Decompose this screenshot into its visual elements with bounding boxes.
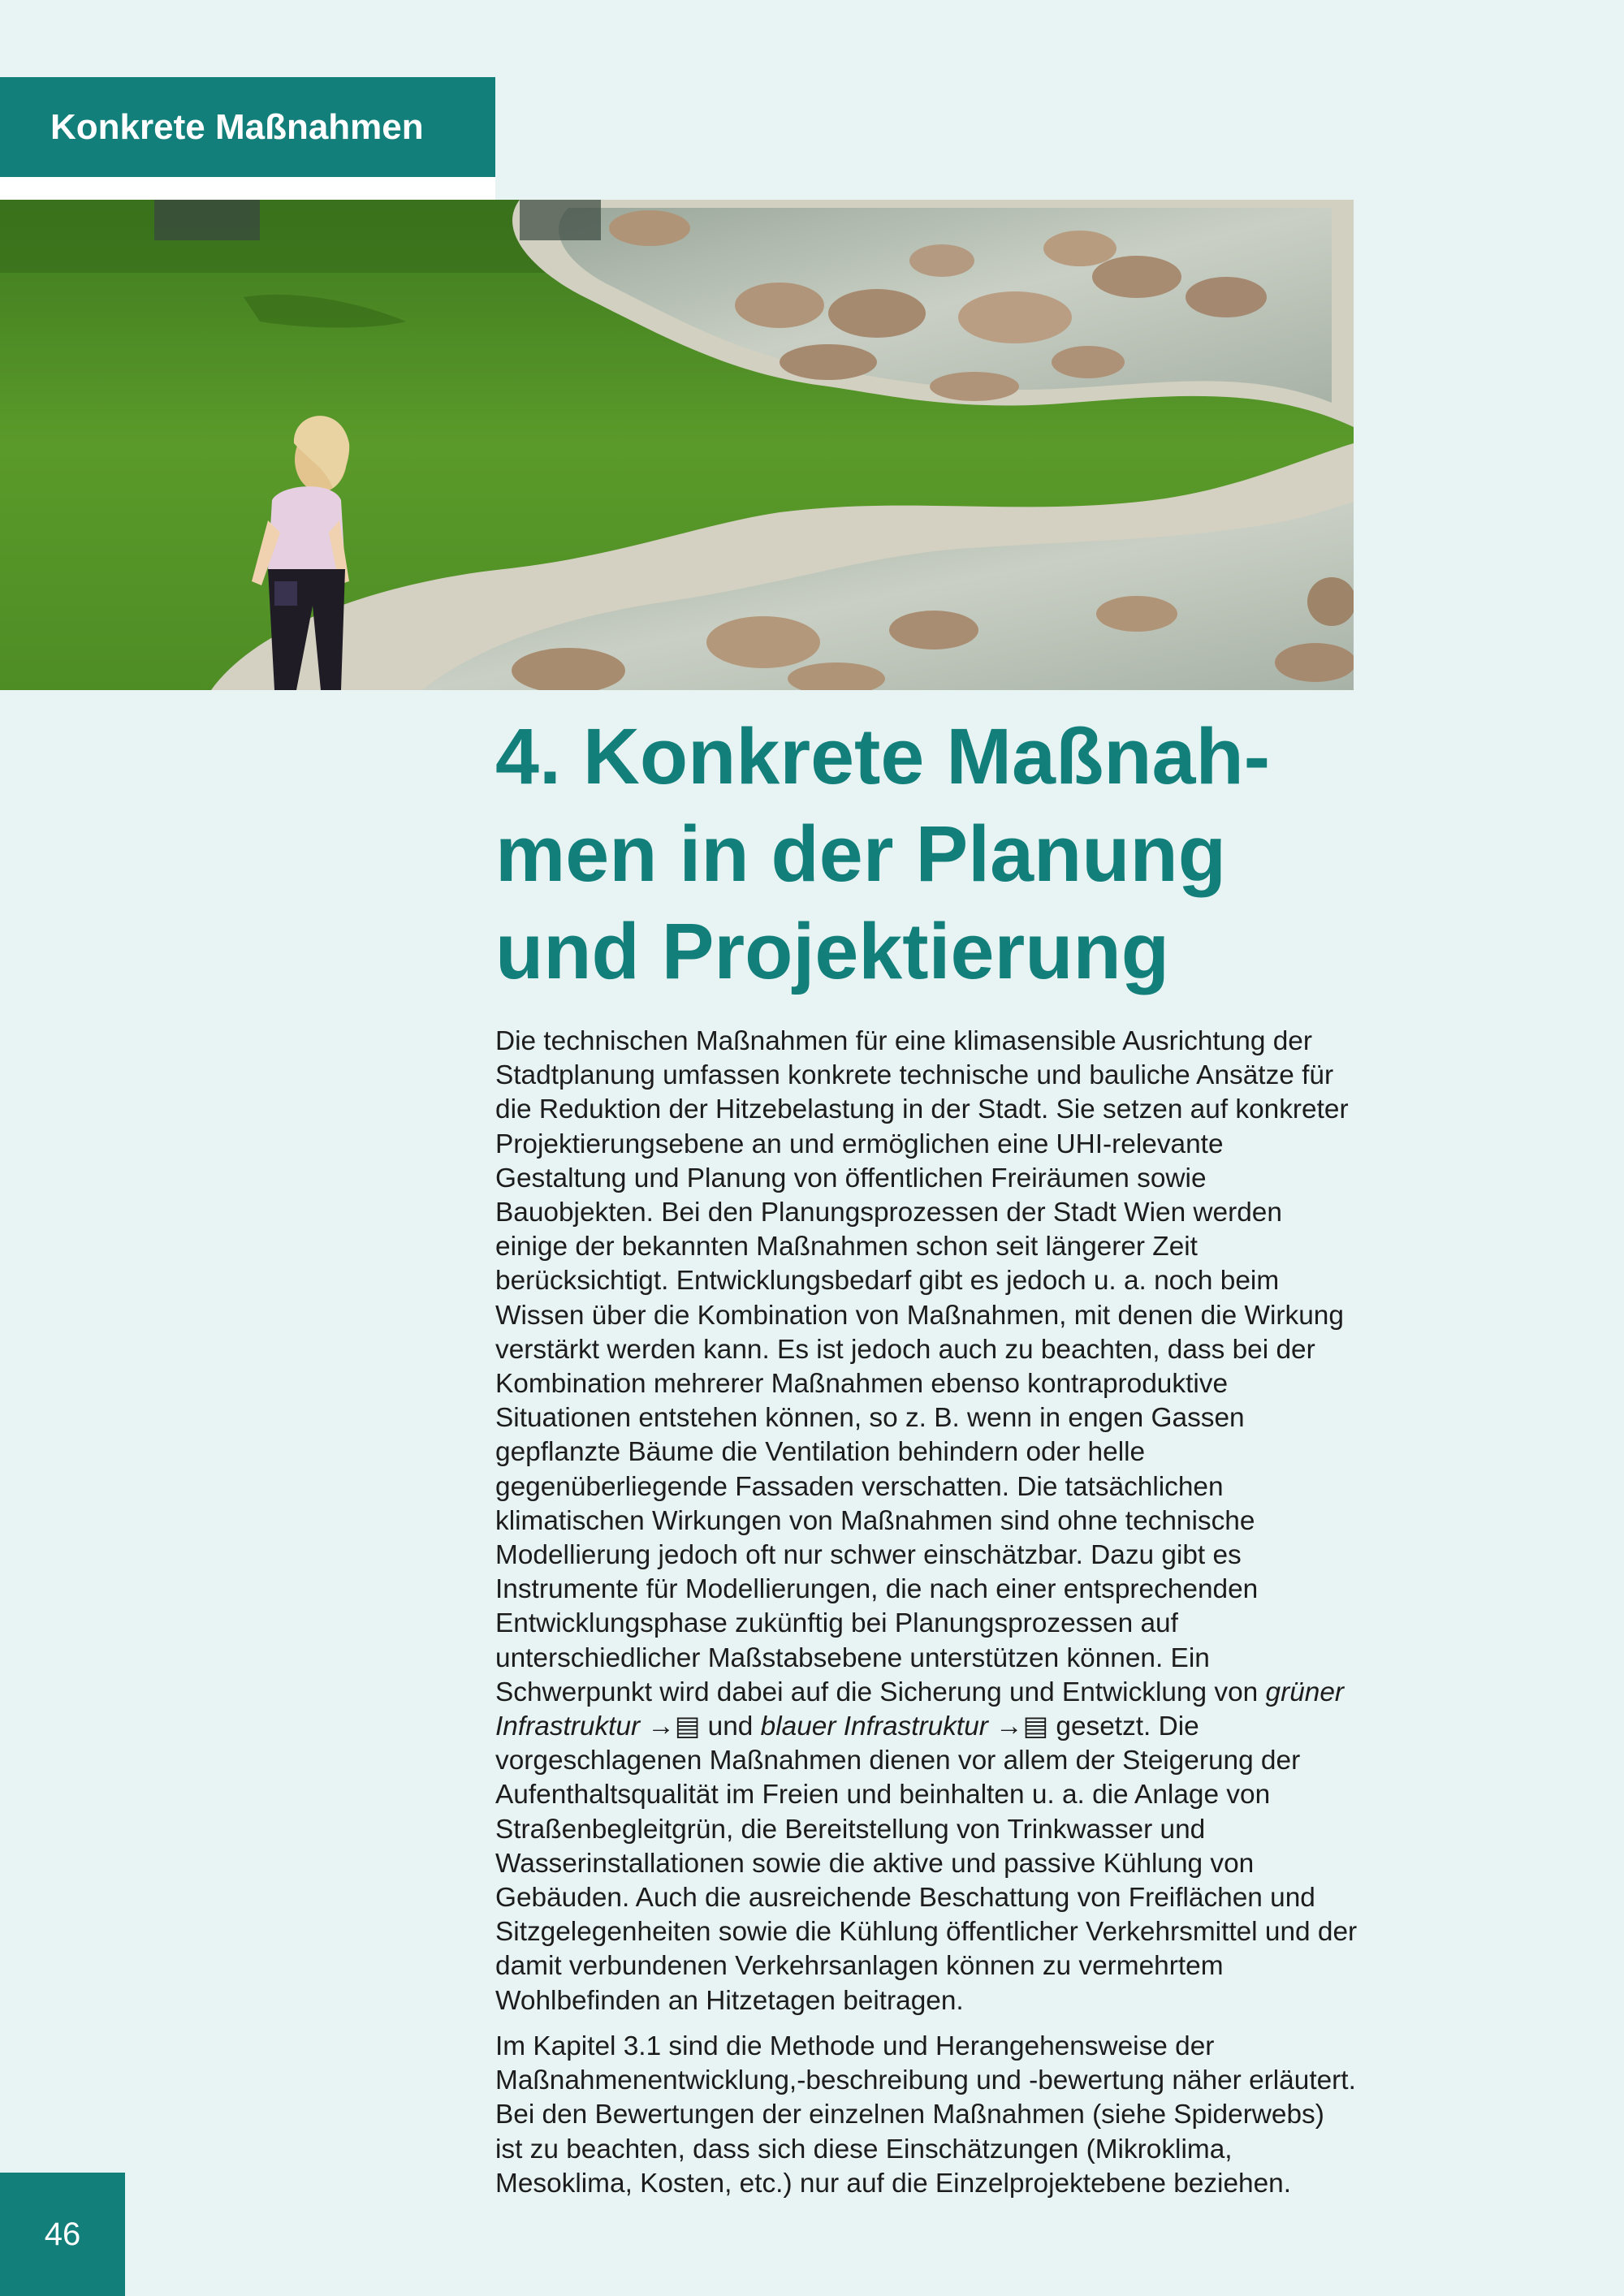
- section-header-tab: [0, 77, 495, 177]
- chapter-title-line-3: und Projektierung: [495, 907, 1169, 995]
- glossary-arrow-icon[interactable]: →▤: [647, 1711, 701, 1742]
- page-number-box: [0, 2173, 125, 2296]
- hero-photo: [0, 200, 1354, 690]
- chapter-title-line-1: 4. Konkrete Maßnah-: [495, 712, 1270, 801]
- paragraph-1: [495, 1025, 1358, 2018]
- section-label: Konkrete Maßnahmen: [50, 106, 424, 147]
- chapter-title-line-2: men in der Planung: [495, 809, 1227, 898]
- paragraph-1-part-1: Die technischen Maßnahmen für eine klimasensible Ausrichtung der Stadtplanung umfassen konkrete technische und bauliche Ansätze für die Reduktion der Hitzebelastung in der Stadt. Sie setzen auf konkreter Projektierungsebene an und ermöglichen eine UHI-relevante Gestaltung und Planung von öffentlichen Freiräumen sowie Bauobjekten. Bei den Planungsprozessen der Stadt Wien werden einige der bekannten Maßnahmen schon seit längerer Zeit berücksichtigt. Entwicklungsbedarf gibt es jedoch u. a. noch beim Wissen über die Kombination von Maßnahmen, mit denen die Wirkung verstärkt werden kann. Es ist jedoch auch zu beachten, dass bei der Kombination mehrerer Maßnahmen ebenso kontraproduktive Situationen entstehen können, so z. B. wenn in engen Gassen gepflanzte Bäume die Ventilation behindern oder helle gegenüberliegende Fassaden verschatten. Die tatsächlichen klimatischen Wirkungen von Maßnahmen sind ohne technische Modellierung jedoch oft nur schwer einschätzbar. Dazu gibt es Instrumente für Modellierungen, die nach einer entsprechenden Entwicklungsphase zukünftig bei Planungsprozessen auf unterschiedlicher Maßstabsebene unterstützen können. Ein Schwerpunkt wird dabei auf die Sicherung und Entwicklung von: [495, 1026, 1349, 1707]
- link-blue-infrastructure[interactable]: blauer Infrastruktur: [760, 1711, 988, 1742]
- chapter-title: [495, 708, 1389, 1000]
- glossary-arrow-icon[interactable]: →▤: [996, 1711, 1049, 1742]
- paragraph-1-and: und: [707, 1711, 754, 1742]
- photo-girl-by-water-channel-icon: [0, 200, 1354, 690]
- link-green-infrastructure[interactable]: grüner Infrastruktur: [495, 1677, 1345, 1742]
- paragraph-1-part-2: gesetzt. Die vorgeschlagenen Maßnahmen dienen vor allem der Steigerung der Aufenthaltsqualität im Freien und beinhalten u. a. die Anlage von Straßenbegleitgrün, die Bereitstellung von Trinkwasser und Wasserinstallationen sowie die aktive und passive Kühlung von Gebäuden. Auch die ausreichende Beschattung von Freiflächen und Sitzgelegenheiten sowie die Kühlung öffentlicher Verkehrsmittel und der damit verbundenen Verkehrsanlagen können zu vermehrtem Wohlbefinden an Hitzetagen beitragen.: [495, 1711, 1358, 2016]
- paragraph-2: Im Kapitel 3.1 sind die Methode und Herangehensweise der Maßnahmenentwicklung,-beschreibung und -bewertung näher erläutert. Bei den Bewertungen der einzelnen Maßnahmen (siehe Spiderwebs) ist zu beachten, dass sich diese Einschätzungen (Mikroklima, Mesoklima, Kosten, etc.) nur auf die Einzelprojektebene beziehen.: [495, 2031, 1356, 2199]
- page-number: 46: [44, 2216, 81, 2252]
- body-text: [495, 1025, 1358, 2212]
- header-divider: [0, 177, 495, 200]
